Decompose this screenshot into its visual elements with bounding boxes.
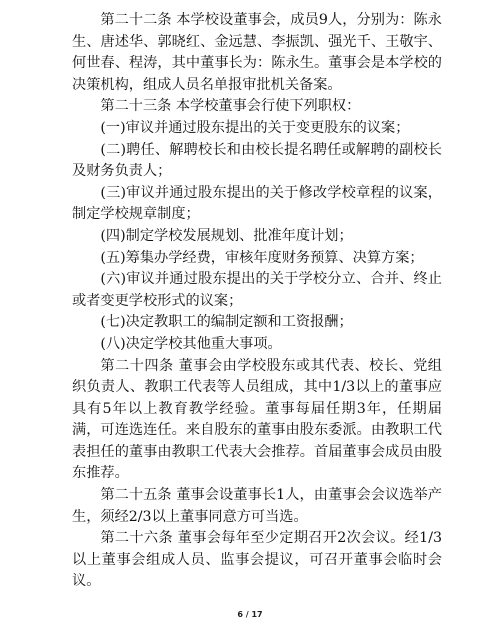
article-23-heading: 第二十三条 本学校董事会行使下列职权： [100,98,361,115]
article-23-item-3: (三)审议并通过股东提出的关于修改学校章程的议案，制定学校规章制度； [72,184,442,223]
article-25: 第二十五条 董事会设董事长1人，由董事会会议选举产生，须经2/3以上董事同意方可当选。 [72,487,442,525]
article-23-item-8: (八)决定学校其他重大事项。 [100,335,282,352]
article-22: 第二十二条 本学校设董事会，成员9人，分别为：陈永生、唐述华、郭晓红、金远慧、李振凯、强光千、王敬宇、何世春、程涛，其中董事长为：陈永生。董事会是本学校的决策机构，组成人员名单报审批机关备案。 [72,12,442,93]
document-body [72,10,442,593]
page-number: 6 / 17 [237,610,263,619]
article-23-item-4: (四)制定学校发展规划、批准年度计划； [100,227,353,244]
article-24: 第二十四条 董事会由学校股东或其代表、校长、党组织负责人、教职工代表等人员组成，其中1/3以上的董事应具有5年以上教育教学经验。董事每届任期3年，任期届满，可连选连任。来自股东的董事由股东委派。由教职工代表担任的董事由教职工代表大会推荐。首届董事会成员由股东推荐。 [72,357,442,482]
article-23-item-2: (二)聘任、解聘校长和由校长提名聘任或解聘的副校长及财务负责人； [72,141,442,180]
article-23-item-6: (六)审议并通过股东提出的关于学校分立、合并、终止或者变更学校形式的议案； [72,271,442,309]
article-23-item-1: (一)审议并通过股东提出的关于变更股东的议案； [100,119,410,136]
article-23-item-5: (五)筹集办学经费，审核年度财务预算、决算方案； [100,249,424,266]
article-23-item-7: (七)决定教职工的编制定额和工资报酬； [100,314,353,331]
article-26: 第二十六条 董事会每年至少定期召开2次会议。经1/3以上董事会组成人员、监事会提议，可召开董事会临时会议。 [72,530,442,590]
